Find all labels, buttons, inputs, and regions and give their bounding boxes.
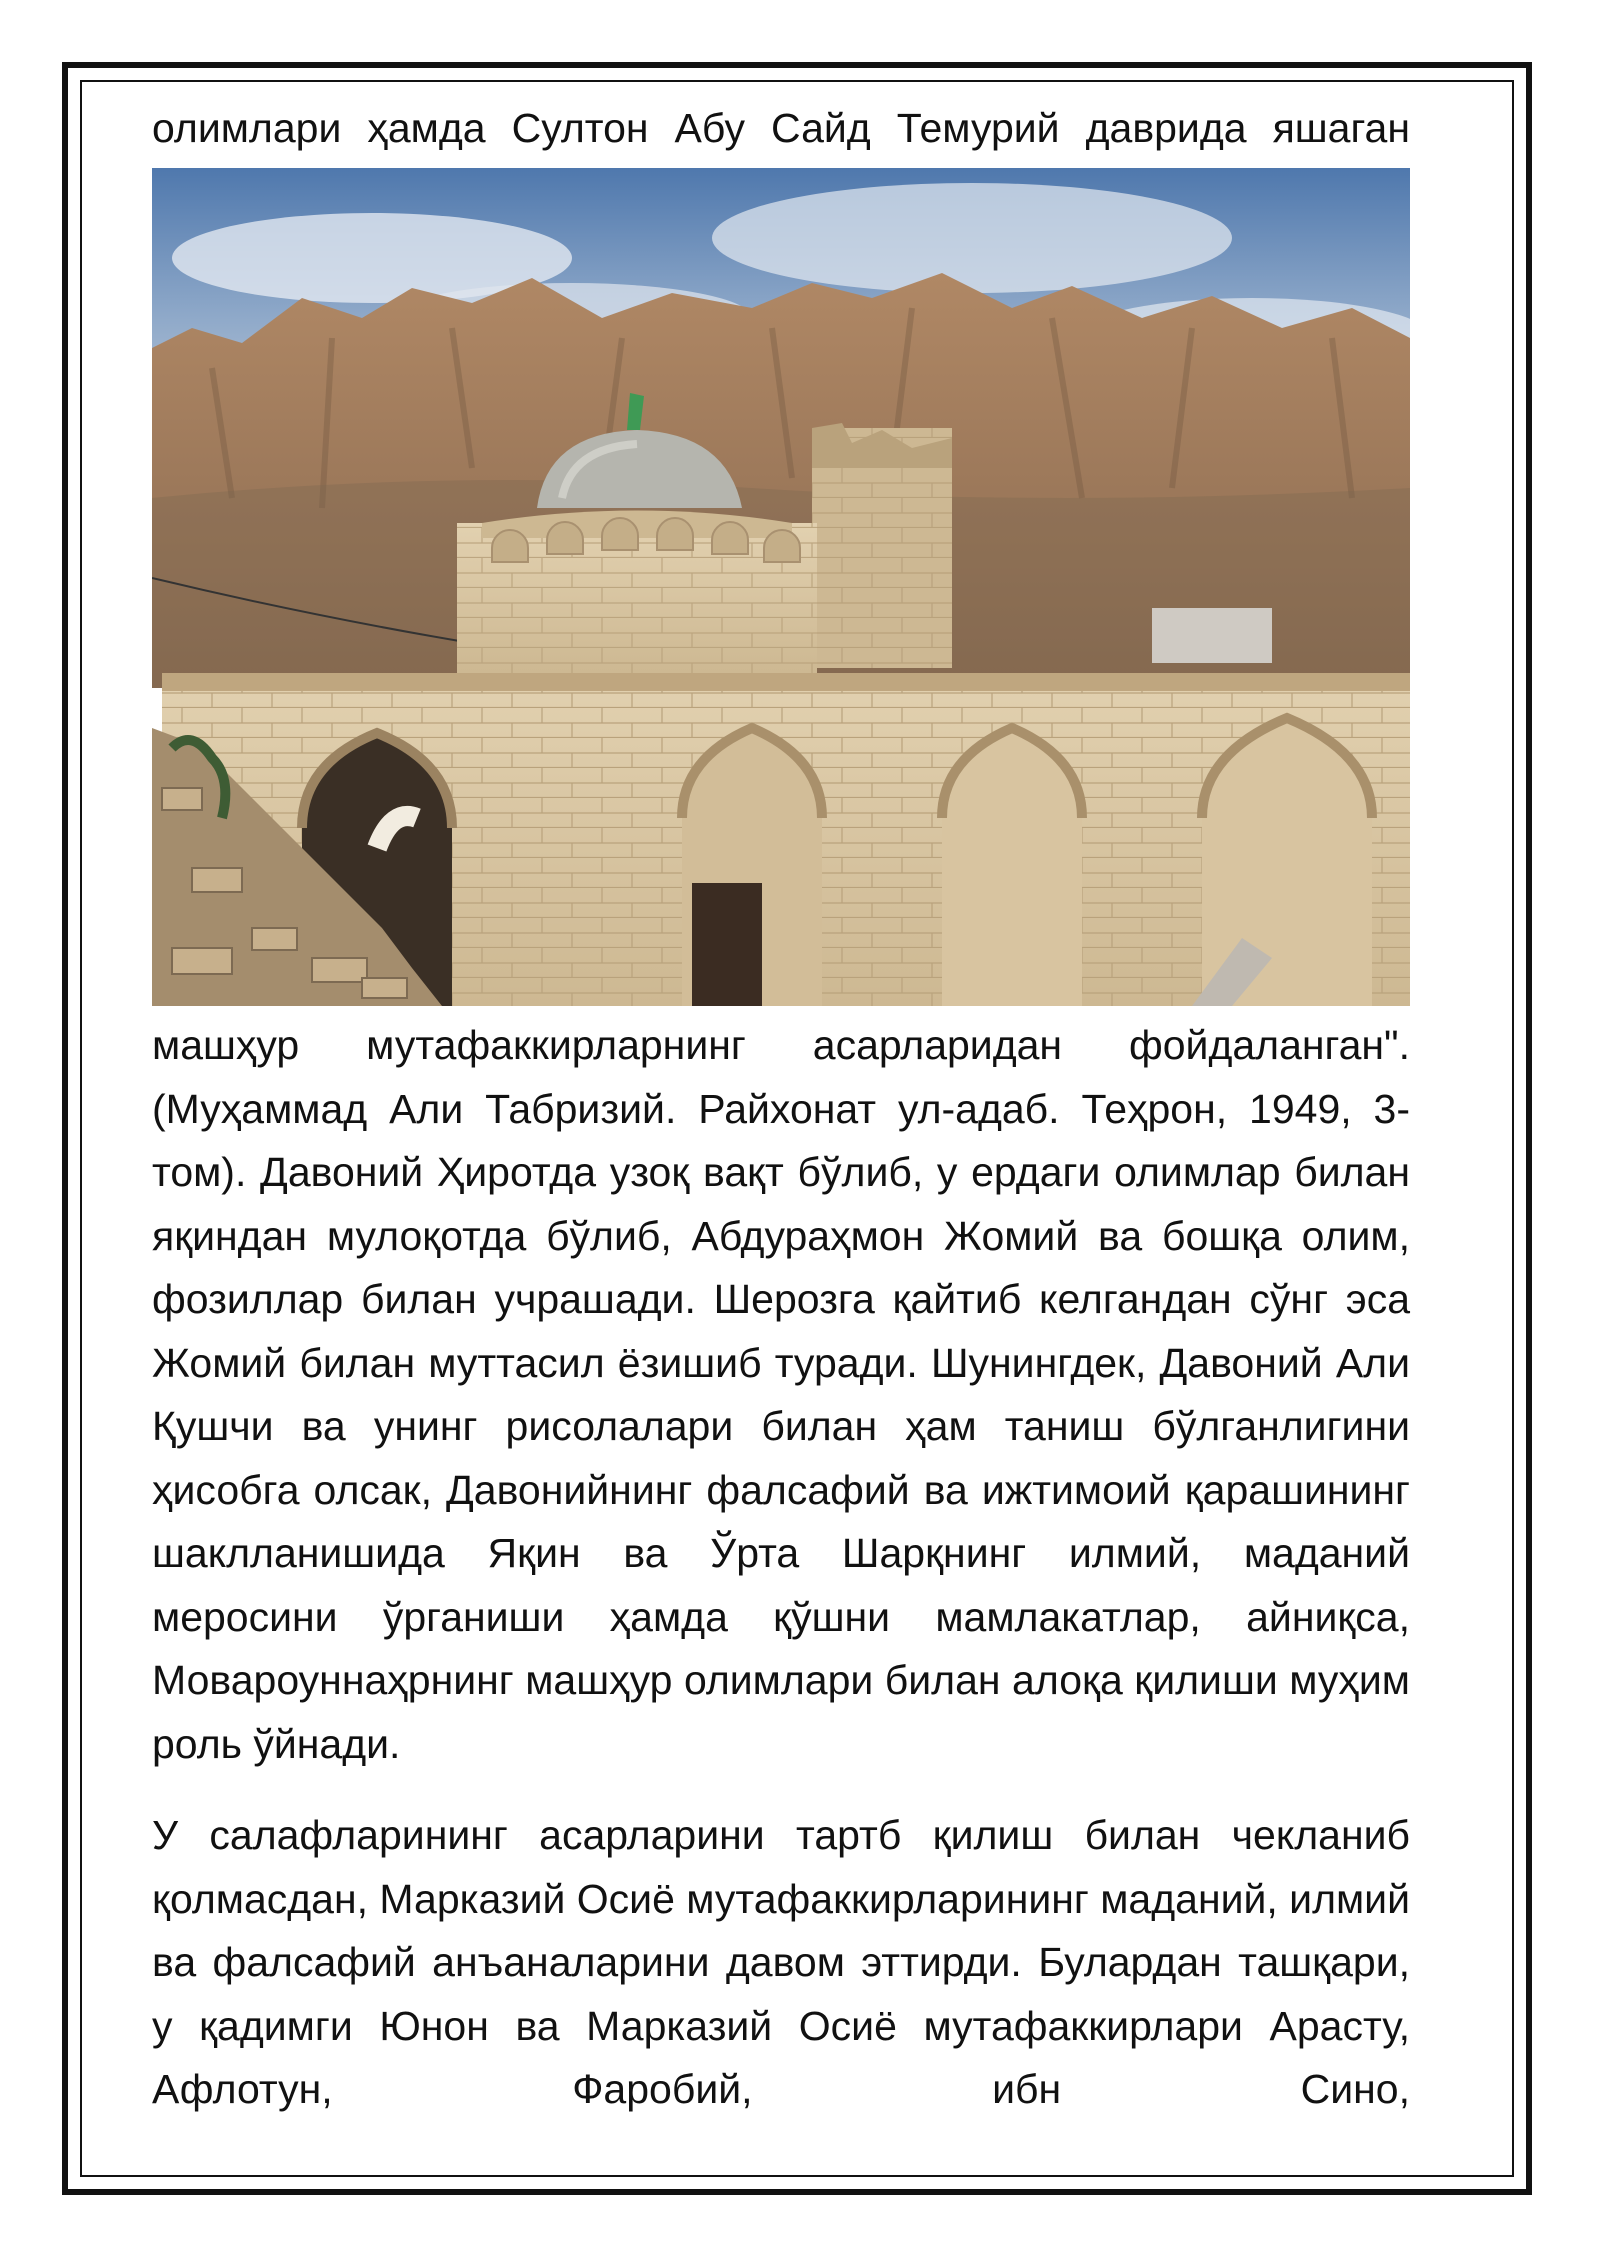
page-content — [152, 92, 1410, 2122]
paragraph-2-text: У салафларининг асарларини тартб қилиш билан чекланиб қолмасдан, Марказий Осиё мутафаккирларининг маданий, илмий ва фалсафий анъаналарини давом эттирди. Булардан ташқари, у қадимги Юнон ва Марказий Осиё мутафаккирлари Арасту, Афлотун, Фаробий, ибн Сино, — [152, 1812, 1410, 2112]
paragraph-2 — [152, 1804, 1410, 2122]
mausoleum-photo — [152, 168, 1410, 1006]
paragraph-1: машҳур мутафаккирларнинг асарларидан фойдаланган". (Муҳаммад Али Табризий. Райхонат ул-адаб. Теҳрон, 1949, 3-том). Давоний Ҳиротда узоқ вақт бўлиб, у ердаги олимлар билан яқиндан мулоқотда бўлиб, Абдураҳмон Жомий ва бошқа олим, фозиллар билан учрашади. Шерозга қайтиб келгандан сўнг эса Жомий билан муттасил ёзишиб туради. Шунингдек, Давоний Али Қушчи ва унинг рисолалари билан ҳам таниш бўлганлигини ҳисобга олсак, Давонийнинг фалсафий ва ижтимоий қарашининг шаклланишида Яқин ва Ўрта Шарқнинг илмий, маданий меросини ўрганиши ҳамда қўшни мамлакатлар, айниқса, Мовароуннаҳрнинг машҳур олимлари билан алоқа қилиши муҳим роль ўйнади. — [152, 1022, 1410, 1767]
text-line-top: олимлари ҳамда Султон Абу Сайд Темурий даврида яшаган — [152, 105, 1410, 151]
